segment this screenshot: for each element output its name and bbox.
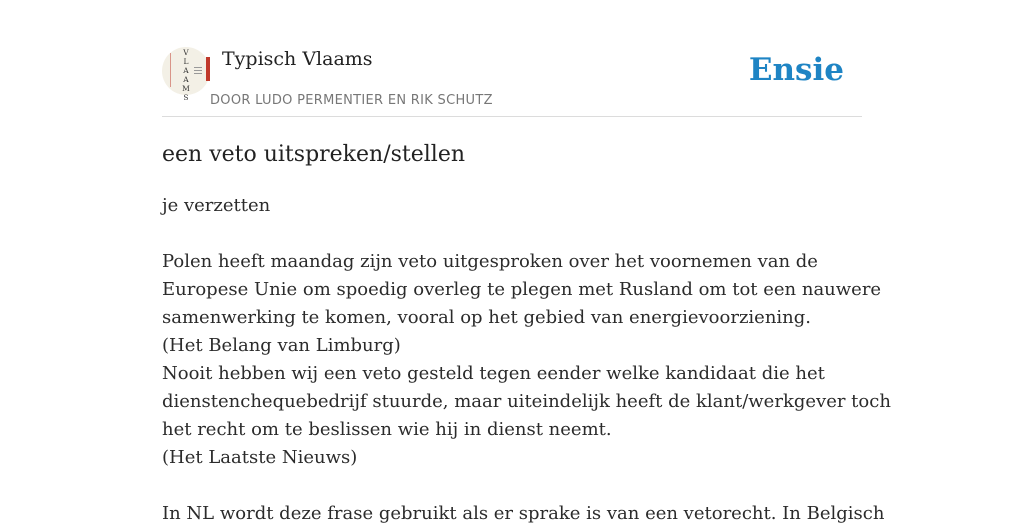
example-line: Nooit hebben wij een veto gesteld tegen eender welke kandidaat die het <box>162 363 825 384</box>
entry-definition: je verzetten <box>162 195 271 216</box>
entry-title: een veto uitspreken/stellen <box>162 142 466 167</box>
dictionary-authors: DOOR LUDO PERMENTIER EN RIK SCHUTZ <box>210 93 493 108</box>
example-line: Polen heeft maandag zijn veto uitgesproken over het voornemen van de <box>162 251 818 272</box>
example-line: het recht om te beslissen wie hij in dienst neemt. <box>162 419 612 440</box>
note-line: In NL wordt deze frase gebruikt als er sprake is van een vetorecht. In Belgisch <box>162 503 885 524</box>
entry-examples <box>162 248 891 528</box>
example-source: (Het Belang van Limburg) <box>162 335 401 356</box>
blank-line <box>162 472 882 500</box>
logo-lettering: V L A A M S <box>182 48 190 102</box>
logo-decoration <box>194 67 202 68</box>
example-line: dienstenchequebedrijf stuurde, maar uiteindelijk heeft de klant/werkgever toch <box>162 391 891 412</box>
ensie-brand-link[interactable]: Ensie <box>748 52 844 88</box>
logo-rule <box>170 53 171 87</box>
dictionary-title[interactable]: Typisch Vlaams <box>222 48 373 70</box>
example-source: (Het Laatste Nieuws) <box>162 447 358 468</box>
example-line: samenwerking te komen, vooral op het gebied van energievoorziening. <box>162 307 812 328</box>
example-line: Europese Unie om spoedig overleg te plegen met Rusland om tot een nauwere <box>162 279 882 300</box>
site-header <box>162 44 862 117</box>
logo-stripe <box>206 57 210 81</box>
dictionary-logo-icon[interactable] <box>162 47 210 102</box>
